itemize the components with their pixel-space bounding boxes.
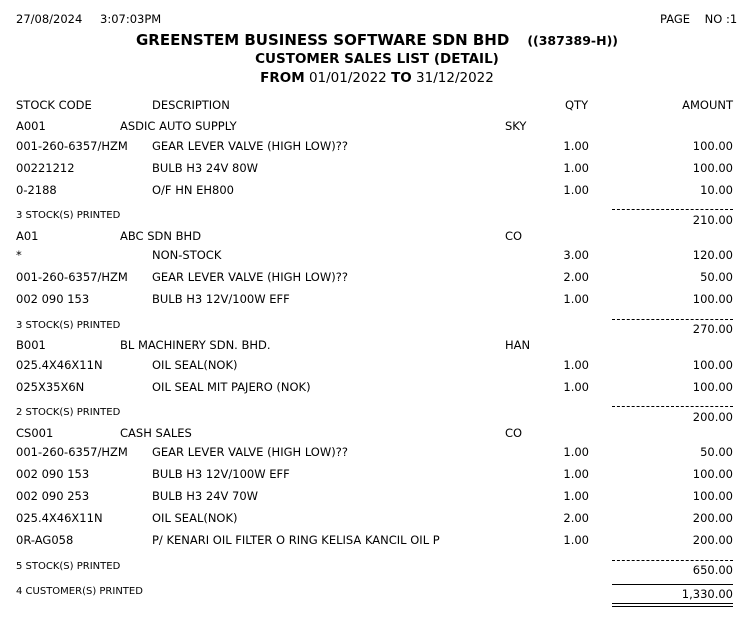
item-qty: 1.00 (563, 467, 589, 481)
customer-name: CASH SALES (120, 426, 192, 440)
grand-total-top-rule (612, 584, 733, 585)
item-amount: 200.00 (692, 533, 733, 547)
item-stock-code: 002 090 153 (16, 292, 90, 306)
customer-name: ABC SDN BHD (120, 229, 202, 243)
item-stock-code: 025.4X46X11N (16, 511, 103, 525)
customer-area: HAN (505, 338, 531, 352)
item-stock-code: 00221212 (16, 161, 75, 175)
item-stock-code: 025X35X6N (16, 380, 85, 394)
customer-area: SKY (505, 119, 527, 133)
item-stock-code: 001-260-6357/HZM (16, 445, 128, 459)
from-date: 01/01/2022 (308, 70, 387, 86)
item-amount: 100.00 (692, 292, 733, 306)
page-label: PAGE (660, 12, 691, 26)
item-description: NON-STOCK (152, 248, 222, 262)
item-qty: 1.00 (563, 445, 589, 459)
item-description: BULB H3 24V 70W (152, 489, 259, 503)
item-description: O/F HN EH800 (152, 183, 234, 197)
item-amount: 100.00 (692, 161, 733, 175)
subtotal-divider (612, 209, 733, 210)
item-stock-code: * (16, 248, 22, 262)
company-line (0, 31, 754, 49)
page-number: NO :1 (704, 12, 738, 26)
company-reg-no: ((387389-H)) (527, 33, 618, 48)
item-amount: 100.00 (692, 139, 733, 153)
item-qty: 1.00 (563, 533, 589, 547)
item-description: BULB H3 12V/100W EFF (152, 467, 290, 481)
customer-code: CS001 (16, 426, 54, 440)
col-header-amount: AMOUNT (682, 98, 733, 112)
item-stock-code: 025.4X46X11N (16, 358, 103, 372)
item-qty: 1.00 (563, 489, 589, 503)
item-qty: 3.00 (563, 248, 589, 262)
customer-subtotal: 200.00 (692, 410, 733, 424)
item-description: OIL SEAL MIT PAJERO (NOK) (152, 380, 311, 394)
customer-name: BL MACHINERY SDN. BHD. (120, 338, 271, 352)
item-amount: 100.00 (692, 358, 733, 372)
item-qty: 2.00 (563, 270, 589, 284)
item-stock-code: 001-260-6357/HZM (16, 139, 128, 153)
to-label: TO (391, 70, 412, 86)
report-date-range (0, 70, 754, 86)
item-stock-code: 0-2188 (16, 183, 57, 197)
item-amount: 10.00 (700, 183, 733, 197)
item-description: GEAR LEVER VALVE (HIGH LOW)?? (152, 139, 348, 153)
to-date: 31/12/2022 (416, 70, 494, 86)
customer-code: B001 (16, 338, 46, 352)
item-description: OIL SEAL(NOK) (152, 358, 238, 372)
subtotal-divider (612, 560, 733, 561)
from-label: FROM (260, 70, 305, 86)
item-qty: 1.00 (563, 161, 589, 175)
customer-area: CO (505, 229, 523, 243)
customer-name: ASDIC AUTO SUPPLY (120, 119, 237, 133)
item-qty: 1.00 (563, 292, 589, 306)
company-name: GREENSTEM BUSINESS SOFTWARE SDN BHD (136, 31, 510, 49)
customer-subtotal: 270.00 (692, 322, 733, 336)
subtotal-divider (612, 406, 733, 407)
stock-count-summary: 3 STOCK(S) PRINTED (16, 210, 121, 221)
report-time: 3:07:03PM (100, 12, 162, 26)
col-header-stock-code: STOCK CODE (16, 98, 92, 112)
customer-subtotal: 650.00 (692, 563, 733, 577)
subtotal-divider (612, 319, 733, 320)
item-amount: 50.00 (700, 445, 733, 459)
item-stock-code: 001-260-6357/HZM (16, 270, 128, 284)
grand-total-double-rule-1 (612, 603, 733, 604)
stock-count-summary: 2 STOCK(S) PRINTED (16, 407, 121, 418)
item-description: BULB H3 12V/100W EFF (152, 292, 290, 306)
grand-total: 1,330.00 (681, 587, 733, 601)
customer-subtotal: 210.00 (692, 213, 733, 227)
report-date: 27/08/2024 (16, 12, 83, 26)
item-stock-code: 002 090 153 (16, 467, 90, 481)
item-amount: 100.00 (692, 467, 733, 481)
col-header-description: DESCRIPTION (152, 98, 230, 112)
customer-code: A001 (16, 119, 46, 133)
item-qty: 1.00 (563, 380, 589, 394)
stock-count-summary: 5 STOCK(S) PRINTED (16, 561, 121, 572)
item-amount: 200.00 (692, 511, 733, 525)
grand-total-double-rule-2 (612, 606, 733, 607)
page-indicator (660, 12, 737, 26)
item-description: OIL SEAL(NOK) (152, 511, 238, 525)
customer-code: A01 (16, 229, 39, 243)
item-amount: 100.00 (692, 489, 733, 503)
item-qty: 1.00 (563, 183, 589, 197)
report-title: CUSTOMER SALES LIST (DETAIL) (255, 51, 499, 67)
item-description: GEAR LEVER VALVE (HIGH LOW)?? (152, 270, 348, 284)
item-qty: 1.00 (563, 358, 589, 372)
customer-count-summary: 4 CUSTOMER(S) PRINTED (16, 586, 143, 597)
item-description: P/ KENARI OIL FILTER O RING KELISA KANCIL OIL P (152, 533, 440, 547)
item-stock-code: 002 090 253 (16, 489, 90, 503)
item-amount: 120.00 (692, 248, 733, 262)
customer-area: CO (505, 426, 523, 440)
item-amount: 100.00 (692, 380, 733, 394)
item-description: GEAR LEVER VALVE (HIGH LOW)?? (152, 445, 348, 459)
item-description: BULB H3 24V 80W (152, 161, 259, 175)
item-stock-code: 0R-AG058 (16, 533, 74, 547)
col-header-qty: QTY (565, 98, 589, 112)
item-qty: 2.00 (563, 511, 589, 525)
item-qty: 1.00 (563, 139, 589, 153)
item-amount: 50.00 (700, 270, 733, 284)
stock-count-summary: 3 STOCK(S) PRINTED (16, 320, 121, 331)
